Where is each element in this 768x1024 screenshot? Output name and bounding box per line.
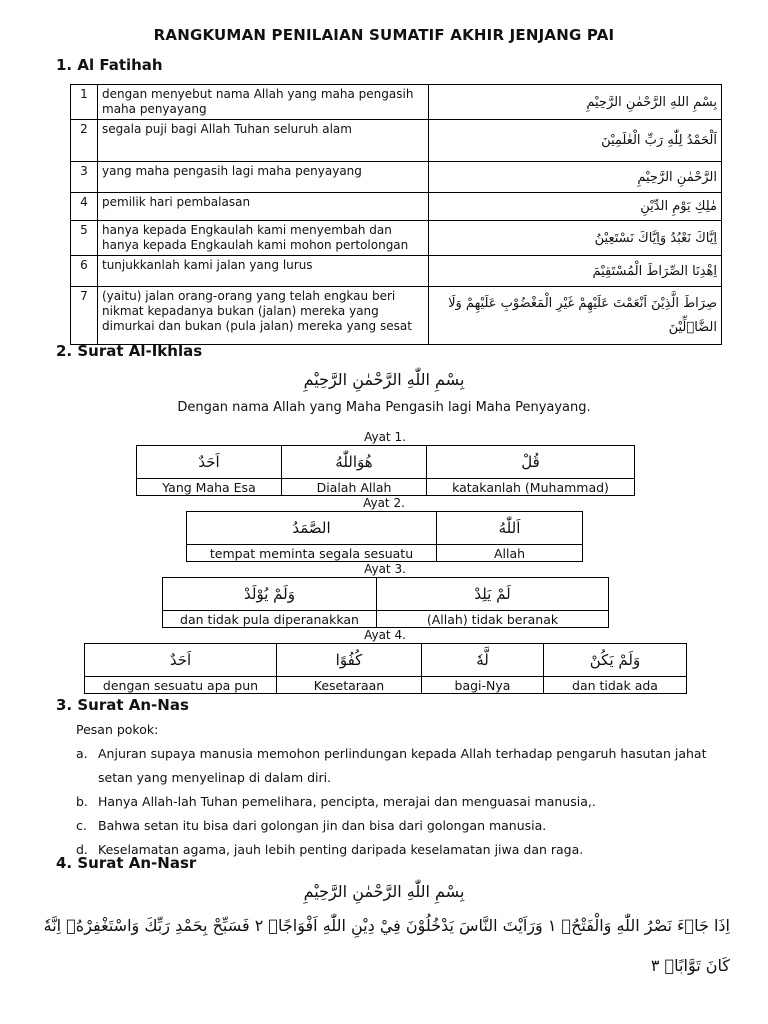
word-meaning: (Allah) tidak beranak [377,611,609,628]
verse-translation: hanya kepada Engkaulah kami menyembah dan hanya kepada Engkaulah kami mohon pertolongan [98,221,429,256]
verse-arabic: مٰلِكِ يَوْمِ الدِّيْنِ [429,193,722,221]
table-row [71,221,722,256]
verse-number: 3 [71,162,98,193]
verse-number: 6 [71,256,98,287]
list-text: Keselamatan agama, jauh lebih penting daripada keselamatan jiwa dan raga. [98,842,584,857]
verse-translation: dengan menyebut nama Allah yang maha pengasih maha penyayang [98,85,429,120]
nasr-basmalah: بِسْمِ اللّٰهِ الرَّحْمٰنِ الرَّحِيْمِ [303,882,465,901]
list-item [76,742,740,790]
list-letter: d. [76,842,88,857]
meaning-row [137,479,635,496]
verse-arabic: بِسْمِ اللهِ الرَّحْمٰنِ الرَّحِيْمِ [429,85,722,120]
list-item [76,790,740,814]
ayat-1-table [136,445,635,496]
ayat-2-table [186,511,583,562]
table-row [71,256,722,287]
table-row [71,120,722,162]
table-row [71,85,722,120]
document-title: RANGKUMAN PENILAIAN SUMATIF AKHIR JENJANG PAI [153,26,615,44]
verse-arabic: اَلْحَمْدُ لِلّٰهِ رَبِّ الْعٰلَمِيْنَ [429,120,722,162]
basmalah-translation: Dengan nama Allah yang Maha Pengasih lagi Maha Penyayang. [177,400,591,415]
ayat-label: Ayat 1. [364,430,406,444]
ayat-3-table [162,577,609,628]
verse-number: 5 [71,221,98,256]
verse-arabic: الرَّحْمٰنِ الرَّحِيْمِ [429,162,722,193]
section-heading-al-ikhlas: 2. Surat Al-Ikhlas [56,342,203,360]
ayat-label: Ayat 4. [364,628,406,642]
word-meaning: katakanlah (Muhammad) [427,479,635,496]
section-heading-al-fatihah: 1. Al Fatihah [56,56,163,74]
word-meaning: Allah [437,545,583,562]
word-meaning: Yang Maha Esa [137,479,282,496]
list-text: Anjuran supaya manusia memohon perlindungan kepada Allah terhadap pengaruh hasutan jahat setan yang menyelinap di dalam diri. [98,746,707,785]
arabic-word: اَحَدٌ [137,446,282,479]
verse-translation: yang maha pengasih lagi maha penyayang [98,162,429,193]
meaning-row [85,677,687,694]
verse-translation: segala puji bagi Allah Tuhan seluruh alam [98,120,429,162]
list-letter: a. [76,746,88,761]
table-row [71,162,722,193]
table-row [71,287,722,345]
section-heading-an-nasr: 4. Surat An-Nasr [56,854,197,872]
nasr-verses: اِذَا جَاۤءَ نَصْرُ اللّٰهِ وَالْفَتْحُۙ ١ وَرَاَيْتَ النَّاسَ يَدْخُلُوْنَ فِيْ دِيْنِ اللّٰهِ اَفْوَاجًاۙ ٢ فَسَبِّحْ بِحَمْدِ رَبِّكَ وَاسْتَغْفِرْهُۗ اِنَّهٗ كَانَ تَوَّابًاࣖ ٣ [43,916,730,975]
verse-translation: tunjukkanlah kami jalan yang lurus [98,256,429,287]
arabic-row [163,578,609,611]
verse-number: 4 [71,193,98,221]
verse-number: 2 [71,120,98,162]
pesan-pokok-label: Pesan pokok: [76,722,159,737]
arabic-word: وَلَمْ يَكُنْ [544,644,687,677]
list-letter: b. [76,794,88,809]
arabic-word: لَمْ يَلِدْ [377,578,609,611]
verse-translation: pemilik hari pembalasan [98,193,429,221]
word-meaning: tempat meminta segala sesuatu [187,545,437,562]
arabic-word: قُلْ [427,446,635,479]
list-text: Bahwa setan itu bisa dari golongan jin dan bisa dari golongan manusia. [98,818,547,833]
word-meaning: bagi-Nya [422,677,544,694]
verse-arabic: اِهْدِنَا الصِّرَاطَ الْمُسْتَقِيْمَ [429,256,722,287]
meaning-row [163,611,609,628]
ayat-label: Ayat 2. [363,496,405,510]
word-meaning: Kesetaraan [277,677,422,694]
arabic-row [85,644,687,677]
arabic-word: كُفُوًا [277,644,422,677]
verse-arabic: اِيَّاكَ نَعْبُدُ وَاِيَّاكَ نَسْتَعِيْنُ [429,221,722,256]
arabic-word: الصَّمَدُ [187,512,437,545]
arabic-row [187,512,583,545]
list-text: Hanya Allah-lah Tuhan pemelihara, pencipta, merajai dan menguasai manusia,. [98,794,596,809]
list-letter: c. [76,818,87,833]
arabic-word: هُوَاللّٰهُ [282,446,427,479]
arabic-word: لَّهٗ [422,644,544,677]
arabic-row [137,446,635,479]
verse-arabic: صِرَاطَ الَّذِيْنَ اَنْعَمْتَ عَلَيْهِمْ غَيْرِ الْمَغْضُوْبِ عَلَيْهِمْ وَلَا الضَّاۤلِّيْنَ [429,287,722,345]
table-row [71,193,722,221]
verse-number: 1 [71,85,98,120]
ayat-4-table [84,643,687,694]
word-meaning: dengan sesuatu apa pun [85,677,277,694]
arabic-word: وَلَمْ يُوْلَدْ [163,578,377,611]
meaning-row [187,545,583,562]
al-fatihah-table [70,84,722,345]
word-meaning: dan tidak ada [544,677,687,694]
word-meaning: Dialah Allah [282,479,427,496]
verse-translation: (yaitu) jalan orang-orang yang telah engkau beri nikmat kepadanya bukan (jalan) mereka yang dimurkai dan bukan (pula jalan) mereka yang sesat [98,287,429,345]
arabic-word: اَللّٰهُ [437,512,583,545]
arabic-word: اَحَدٌ [85,644,277,677]
word-meaning: dan tidak pula diperanakkan [163,611,377,628]
list-item [76,814,740,838]
section-heading-an-nas: 3. Surat An-Nas [56,696,189,714]
ayat-label: Ayat 3. [364,562,406,576]
verse-number: 7 [71,287,98,345]
ikhlas-basmalah: بِسْمِ اللّٰهِ الرَّحْمٰنِ الرَّحِيْمِ [303,370,465,389]
pesan-pokok-list [76,742,740,862]
